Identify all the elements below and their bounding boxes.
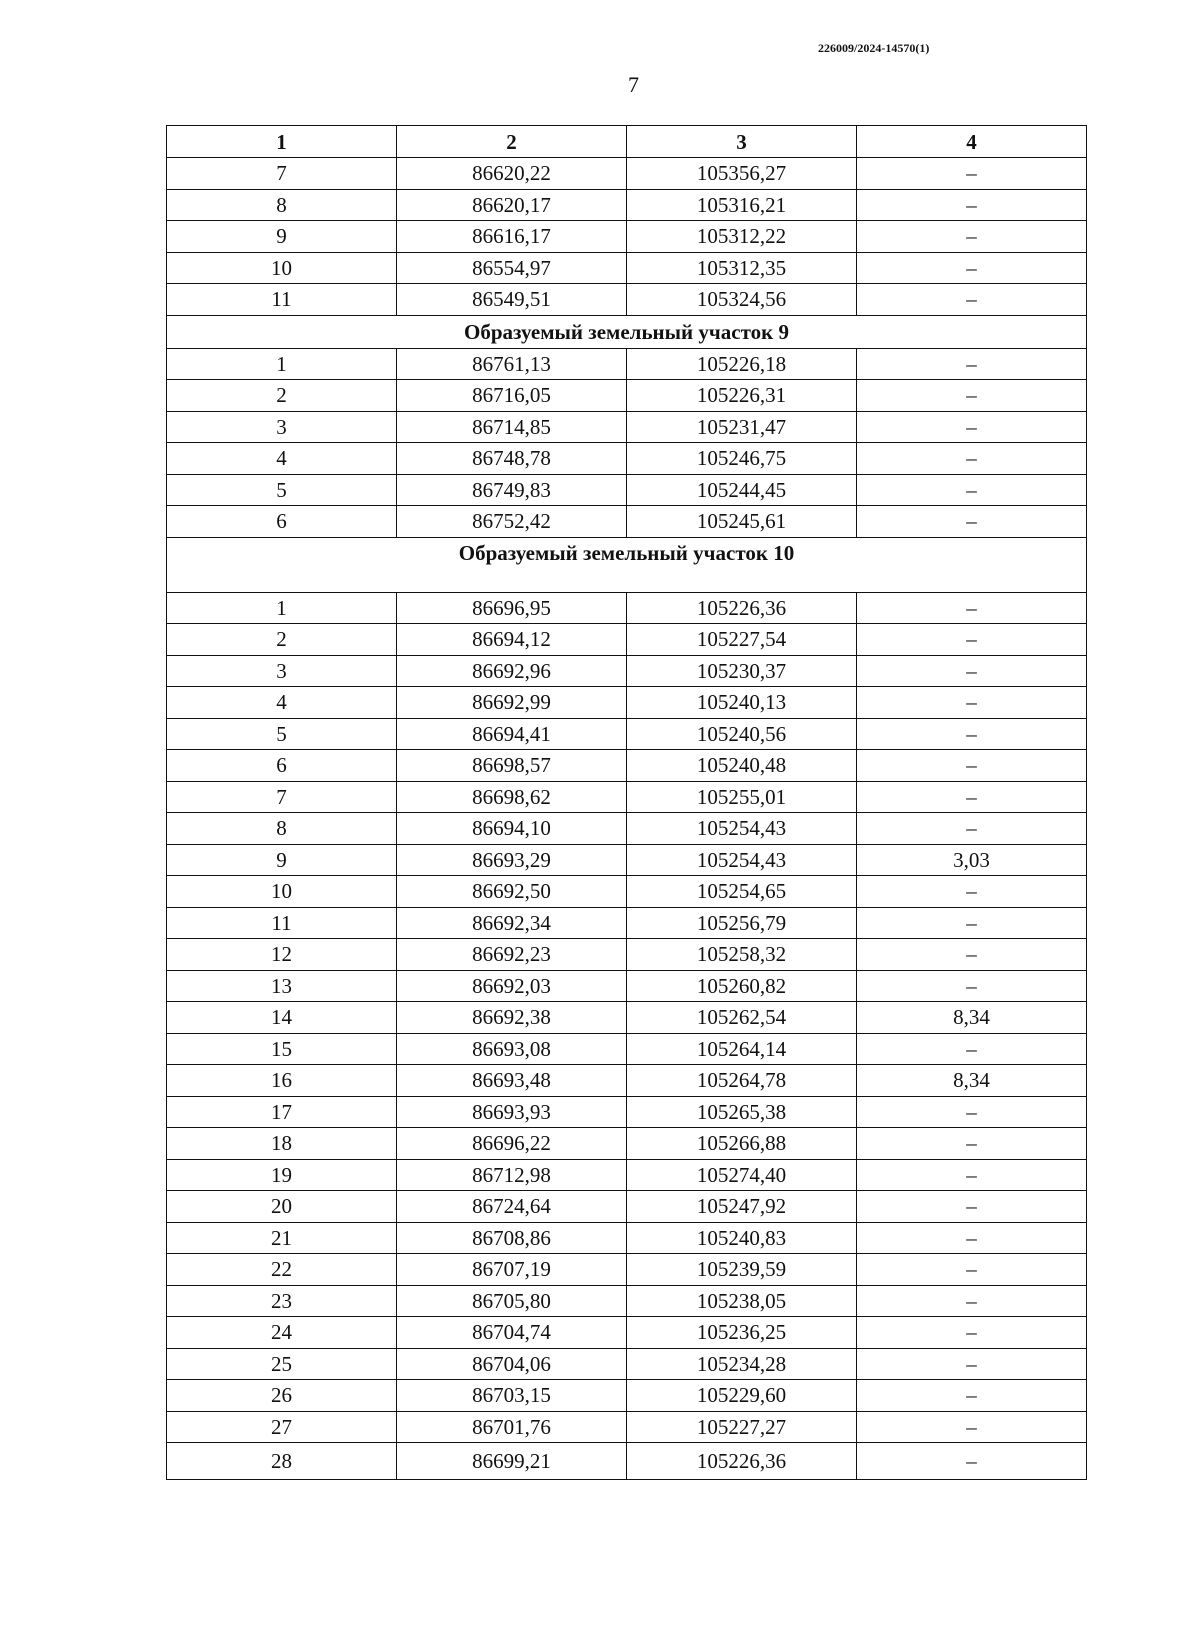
point-number: 8 [167, 813, 397, 845]
x-coordinate: 86698,57 [397, 750, 627, 782]
table-row [167, 1128, 1087, 1160]
y-coordinate: 105226,31 [627, 380, 857, 412]
value-cell: – [857, 348, 1087, 380]
point-number: 5 [167, 718, 397, 750]
table-row [167, 506, 1087, 538]
table-row [167, 348, 1087, 380]
point-number: 5 [167, 474, 397, 506]
x-coordinate: 86724,64 [397, 1191, 627, 1223]
y-coordinate: 105234,28 [627, 1348, 857, 1380]
coordinates-table [166, 125, 1087, 1480]
table-row [167, 592, 1087, 624]
x-coordinate: 86696,95 [397, 592, 627, 624]
y-coordinate: 105262,54 [627, 1002, 857, 1034]
value-cell: – [857, 443, 1087, 475]
value-cell: – [857, 506, 1087, 538]
y-coordinate: 105254,65 [627, 876, 857, 908]
table-row [167, 907, 1087, 939]
value-cell: – [857, 970, 1087, 1002]
table-row [167, 718, 1087, 750]
table-row [167, 939, 1087, 971]
point-number: 11 [167, 284, 397, 316]
table-row [167, 1254, 1087, 1286]
table-row [167, 1348, 1087, 1380]
value-cell: 8,34 [857, 1002, 1087, 1034]
table-row [167, 1285, 1087, 1317]
x-coordinate: 86712,98 [397, 1159, 627, 1191]
y-coordinate: 105231,47 [627, 411, 857, 443]
y-coordinate: 105227,54 [627, 624, 857, 656]
table-row [167, 1096, 1087, 1128]
column-header: 4 [857, 126, 1087, 158]
table-row [167, 876, 1087, 908]
y-coordinate: 105245,61 [627, 506, 857, 538]
value-cell: – [857, 474, 1087, 506]
table-row [167, 1002, 1087, 1034]
x-coordinate: 86714,85 [397, 411, 627, 443]
x-coordinate: 86696,22 [397, 1128, 627, 1160]
column-header: 1 [167, 126, 397, 158]
value-cell: – [857, 1222, 1087, 1254]
x-coordinate: 86716,05 [397, 380, 627, 412]
y-coordinate: 105240,48 [627, 750, 857, 782]
value-cell: – [857, 1254, 1087, 1286]
value-cell: – [857, 411, 1087, 443]
table-row [167, 750, 1087, 782]
value-cell: – [857, 1191, 1087, 1223]
x-coordinate: 86692,38 [397, 1002, 627, 1034]
table-row [167, 252, 1087, 284]
point-number: 2 [167, 380, 397, 412]
point-number: 26 [167, 1380, 397, 1412]
y-coordinate: 105254,43 [627, 844, 857, 876]
table-row [167, 970, 1087, 1002]
point-number: 22 [167, 1254, 397, 1286]
table-row [167, 1317, 1087, 1349]
value-cell: – [857, 1285, 1087, 1317]
y-coordinate: 105324,56 [627, 284, 857, 316]
point-number: 15 [167, 1033, 397, 1065]
table-row [167, 781, 1087, 813]
y-coordinate: 105244,45 [627, 474, 857, 506]
x-coordinate: 86748,78 [397, 443, 627, 475]
table-row [167, 1065, 1087, 1097]
x-coordinate: 86761,13 [397, 348, 627, 380]
x-coordinate: 86692,03 [397, 970, 627, 1002]
value-cell: – [857, 1348, 1087, 1380]
value-cell: – [857, 221, 1087, 253]
table-row [167, 221, 1087, 253]
y-coordinate: 105264,14 [627, 1033, 857, 1065]
x-coordinate: 86693,08 [397, 1033, 627, 1065]
point-number: 13 [167, 970, 397, 1002]
table-row [167, 655, 1087, 687]
point-number: 9 [167, 221, 397, 253]
point-number: 18 [167, 1128, 397, 1160]
point-number: 8 [167, 189, 397, 221]
y-coordinate: 105316,21 [627, 189, 857, 221]
x-coordinate: 86698,62 [397, 781, 627, 813]
x-coordinate: 86692,23 [397, 939, 627, 971]
table-row [167, 1222, 1087, 1254]
section-title: Образуемый земельный участок 9 [167, 315, 1087, 348]
table-row [167, 844, 1087, 876]
point-number: 3 [167, 655, 397, 687]
point-number: 7 [167, 781, 397, 813]
point-number: 14 [167, 1002, 397, 1034]
point-number: 20 [167, 1191, 397, 1223]
point-number: 27 [167, 1411, 397, 1443]
x-coordinate: 86620,17 [397, 189, 627, 221]
column-header: 3 [627, 126, 857, 158]
value-cell: – [857, 687, 1087, 719]
point-number: 28 [167, 1443, 397, 1480]
table-row [167, 1380, 1087, 1412]
table-row [167, 813, 1087, 845]
value-cell: – [857, 1317, 1087, 1349]
y-coordinate: 105265,38 [627, 1096, 857, 1128]
value-cell: – [857, 813, 1087, 845]
x-coordinate: 86692,50 [397, 876, 627, 908]
x-coordinate: 86554,97 [397, 252, 627, 284]
table-row [167, 411, 1087, 443]
x-coordinate: 86704,74 [397, 1317, 627, 1349]
value-cell: – [857, 1159, 1087, 1191]
document-number: 226009/2024-14570(1) [818, 41, 930, 55]
table-row [167, 474, 1087, 506]
x-coordinate: 86701,76 [397, 1411, 627, 1443]
value-cell: – [857, 655, 1087, 687]
value-cell: – [857, 1443, 1087, 1480]
value-cell: – [857, 1096, 1087, 1128]
point-number: 17 [167, 1096, 397, 1128]
value-cell: – [857, 592, 1087, 624]
table-row [167, 1159, 1087, 1191]
x-coordinate: 86693,48 [397, 1065, 627, 1097]
point-number: 25 [167, 1348, 397, 1380]
value-cell: – [857, 876, 1087, 908]
point-number: 1 [167, 592, 397, 624]
table-row [167, 189, 1087, 221]
y-coordinate: 105247,92 [627, 1191, 857, 1223]
table-row [167, 687, 1087, 719]
y-coordinate: 105312,35 [627, 252, 857, 284]
y-coordinate: 105236,25 [627, 1317, 857, 1349]
point-number: 4 [167, 687, 397, 719]
y-coordinate: 105240,83 [627, 1222, 857, 1254]
x-coordinate: 86705,80 [397, 1285, 627, 1317]
value-cell: – [857, 718, 1087, 750]
table-row [167, 1411, 1087, 1443]
point-number: 10 [167, 252, 397, 284]
y-coordinate: 105266,88 [627, 1128, 857, 1160]
value-cell: – [857, 284, 1087, 316]
x-coordinate: 86693,29 [397, 844, 627, 876]
value-cell: – [857, 750, 1087, 782]
value-cell: – [857, 907, 1087, 939]
x-coordinate: 86693,93 [397, 1096, 627, 1128]
value-cell: 3,03 [857, 844, 1087, 876]
y-coordinate: 105264,78 [627, 1065, 857, 1097]
table-row [167, 158, 1087, 190]
table-header-row [167, 126, 1087, 158]
value-cell: – [857, 1411, 1087, 1443]
value-cell: – [857, 939, 1087, 971]
point-number: 7 [167, 158, 397, 190]
table-row [167, 443, 1087, 475]
y-coordinate: 105230,37 [627, 655, 857, 687]
page-number: 7 [628, 72, 639, 97]
value-cell: – [857, 189, 1087, 221]
point-number: 16 [167, 1065, 397, 1097]
point-number: 23 [167, 1285, 397, 1317]
point-number: 2 [167, 624, 397, 656]
y-coordinate: 105226,36 [627, 592, 857, 624]
x-coordinate: 86699,21 [397, 1443, 627, 1480]
x-coordinate: 86707,19 [397, 1254, 627, 1286]
y-coordinate: 105255,01 [627, 781, 857, 813]
y-coordinate: 105246,75 [627, 443, 857, 475]
x-coordinate: 86703,15 [397, 1380, 627, 1412]
point-number: 6 [167, 750, 397, 782]
y-coordinate: 105256,79 [627, 907, 857, 939]
y-coordinate: 105356,27 [627, 158, 857, 190]
x-coordinate: 86692,99 [397, 687, 627, 719]
y-coordinate: 105240,56 [627, 718, 857, 750]
x-coordinate: 86694,12 [397, 624, 627, 656]
point-number: 11 [167, 907, 397, 939]
value-cell: – [857, 1033, 1087, 1065]
x-coordinate: 86692,96 [397, 655, 627, 687]
x-coordinate: 86692,34 [397, 907, 627, 939]
y-coordinate: 105312,22 [627, 221, 857, 253]
value-cell: – [857, 158, 1087, 190]
value-cell: 8,34 [857, 1065, 1087, 1097]
y-coordinate: 105229,60 [627, 1380, 857, 1412]
value-cell: – [857, 1128, 1087, 1160]
value-cell: – [857, 252, 1087, 284]
table-row [167, 624, 1087, 656]
point-number: 10 [167, 876, 397, 908]
section-title-row [167, 315, 1087, 348]
y-coordinate: 105238,05 [627, 1285, 857, 1317]
value-cell: – [857, 380, 1087, 412]
value-cell: – [857, 624, 1087, 656]
x-coordinate: 86620,22 [397, 158, 627, 190]
y-coordinate: 105258,32 [627, 939, 857, 971]
y-coordinate: 105254,43 [627, 813, 857, 845]
value-cell: – [857, 781, 1087, 813]
point-number: 6 [167, 506, 397, 538]
x-coordinate: 86694,10 [397, 813, 627, 845]
point-number: 4 [167, 443, 397, 475]
table-row [167, 284, 1087, 316]
y-coordinate: 105260,82 [627, 970, 857, 1002]
table-row [167, 380, 1087, 412]
point-number: 1 [167, 348, 397, 380]
section-title-row [167, 537, 1087, 592]
x-coordinate: 86704,06 [397, 1348, 627, 1380]
y-coordinate: 105274,40 [627, 1159, 857, 1191]
y-coordinate: 105226,36 [627, 1443, 857, 1480]
y-coordinate: 105227,27 [627, 1411, 857, 1443]
table-row [167, 1033, 1087, 1065]
x-coordinate: 86694,41 [397, 718, 627, 750]
y-coordinate: 105240,13 [627, 687, 857, 719]
value-cell: – [857, 1380, 1087, 1412]
column-header: 2 [397, 126, 627, 158]
x-coordinate: 86708,86 [397, 1222, 627, 1254]
x-coordinate: 86752,42 [397, 506, 627, 538]
x-coordinate: 86749,83 [397, 474, 627, 506]
point-number: 19 [167, 1159, 397, 1191]
section-title: Образуемый земельный участок 10 [167, 537, 1087, 592]
point-number: 12 [167, 939, 397, 971]
table-row [167, 1443, 1087, 1480]
x-coordinate: 86549,51 [397, 284, 627, 316]
point-number: 9 [167, 844, 397, 876]
x-coordinate: 86616,17 [397, 221, 627, 253]
point-number: 24 [167, 1317, 397, 1349]
coordinates-table-body [167, 126, 1087, 1480]
y-coordinate: 105239,59 [627, 1254, 857, 1286]
point-number: 3 [167, 411, 397, 443]
y-coordinate: 105226,18 [627, 348, 857, 380]
table-row [167, 1191, 1087, 1223]
point-number: 21 [167, 1222, 397, 1254]
